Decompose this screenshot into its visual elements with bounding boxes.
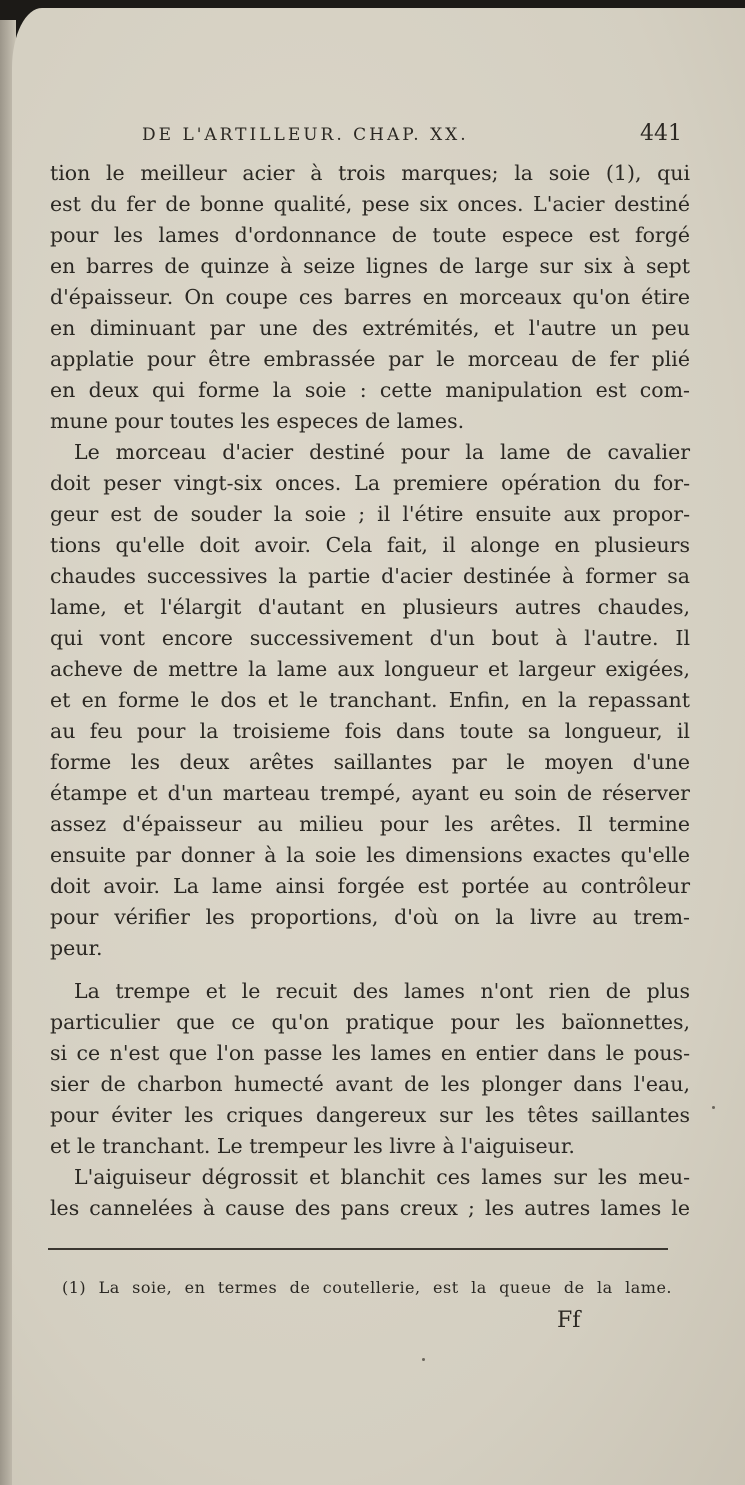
body-text — [50, 158, 690, 1224]
text-line: pour éviter les criques dangereux sur les têtes saillantes — [50, 1103, 690, 1127]
text-line: qui vont encore successivement d'un bout à l'autre. Il — [50, 626, 690, 650]
text-line: ensuite par donner à la soie les dimensions exactes qu'elle — [50, 843, 690, 867]
text-line: Le morceau d'acier destiné pour la lame de cavalier — [74, 440, 690, 464]
text-line: doit peser vingt-six onces. La premiere opération du for- — [50, 471, 690, 495]
text-line: applatie pour être embrassée par le morceau de fer plié — [50, 347, 690, 371]
text-line: et le tranchant. Le trempeur les livre à l'aiguiseur. — [50, 1134, 575, 1158]
text-line: particulier que ce qu'on pratique pour les baïonnettes, — [50, 1010, 690, 1034]
text-line: les cannelées à cause des pans creux ; les autres lames le — [50, 1196, 690, 1220]
text-line: en barres de quinze à seize lignes de large sur six à sept — [50, 254, 690, 278]
text-line: sier de charbon humecté avant de les plonger dans l'eau, — [50, 1072, 690, 1096]
text-line: en deux qui forme la soie : cette manipulation est com- — [50, 378, 690, 402]
running-title: DE L'ARTILLEUR. CHAP. XX. — [142, 125, 469, 145]
text-line: mune pour toutes les especes de lames. — [50, 409, 465, 433]
text-line: peur. — [50, 936, 103, 960]
text-line: tion le meilleur acier à trois marques; la soie (1), qui — [50, 161, 690, 185]
text-line: lame, et l'élargit d'autant en plusieurs autres chaudes, — [50, 595, 690, 619]
running-head — [142, 121, 682, 161]
text-line: étampe et d'un marteau trempé, ayant eu soin de réserver — [50, 781, 690, 805]
text-line: au feu pour la troisieme fois dans toute sa longueur, il — [50, 719, 690, 743]
footnote: (1) La soie, en termes de coutellerie, est la queue de la lame. — [62, 1278, 672, 1297]
book-page — [12, 8, 745, 1485]
paper-speck — [712, 1106, 715, 1109]
text-line: chaudes successives la partie d'acier destinée à former sa — [50, 564, 690, 588]
text-line: tions qu'elle doit avoir. Cela fait, il alonge en plusieurs — [50, 533, 690, 557]
text-line: geur est de souder la soie ; il l'étire ensuite aux propor- — [50, 502, 690, 526]
text-line: acheve de mettre la lame aux longueur et largeur exigées, — [50, 657, 690, 681]
text-line: d'épaisseur. On coupe ces barres en morceaux qu'on étire — [50, 285, 690, 309]
text-line: et en forme le dos et le tranchant. Enfin, en la repassant — [50, 688, 690, 712]
text-line: doit avoir. La lame ainsi forgée est portée au contrôleur — [50, 874, 690, 898]
paper-speck — [422, 1358, 425, 1361]
footnote-rule — [48, 1248, 668, 1250]
paragraph-gap — [50, 964, 690, 976]
text-line: pour les lames d'ordonnance de toute espece est forgé — [50, 223, 690, 247]
text-line: L'aiguiseur dégrossit et blanchit ces lames sur les meu- — [74, 1165, 690, 1189]
text-line: pour vérifier les proportions, d'où on la livre au trem- — [50, 905, 690, 929]
text-line: La trempe et le recuit des lames n'ont rien de plus — [74, 979, 690, 1003]
text-line: est du fer de bonne qualité, pese six onces. L'acier destiné — [50, 192, 690, 216]
text-line: si ce n'est que l'on passe les lames en entier dans le pous- — [50, 1041, 690, 1065]
text-line: forme les deux arêtes saillantes par le moyen d'une — [50, 750, 690, 774]
page-number: 441 — [640, 121, 682, 146]
signature-mark: Ff — [557, 1308, 581, 1333]
text-line: en diminuant par une des extrémités, et l'autre un peu — [50, 316, 690, 340]
text-line: assez d'épaisseur au milieu pour les arêtes. Il termine — [50, 812, 690, 836]
